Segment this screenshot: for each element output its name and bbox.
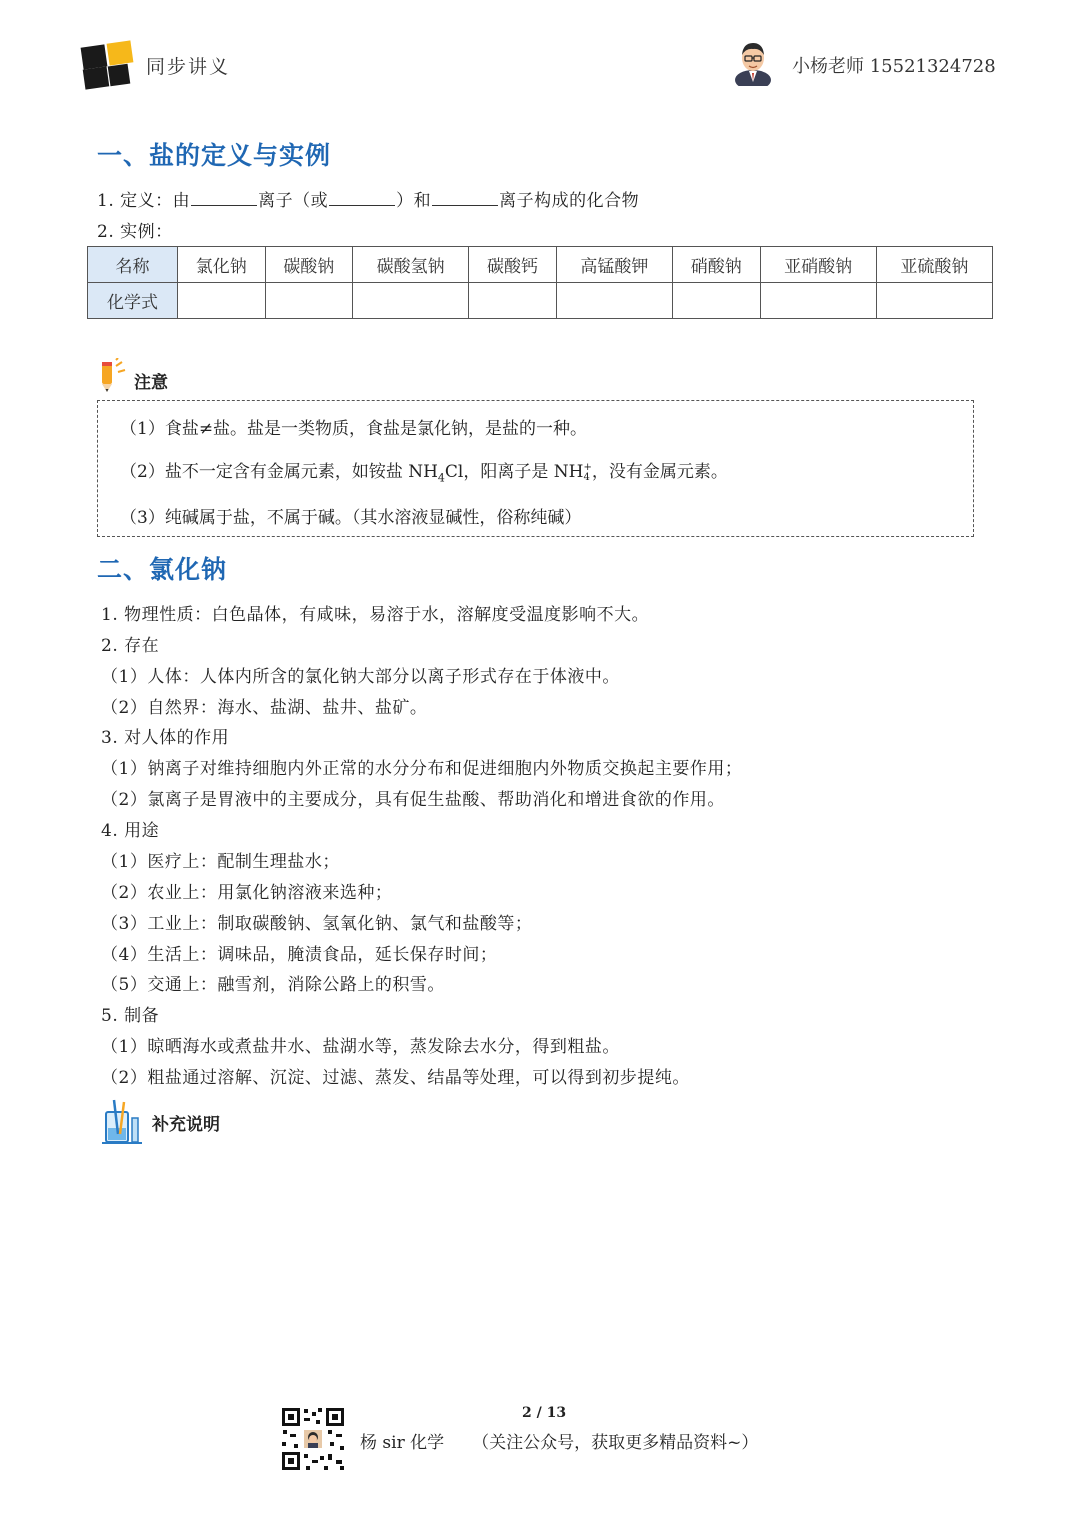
teacher-contact: 小杨老师 15521324728	[792, 56, 996, 77]
page-header	[0, 0, 1080, 110]
table-cell-name: 碳酸钙	[469, 247, 557, 283]
footer-text	[360, 1428, 758, 1453]
brand-name: 同步讲义	[146, 56, 231, 78]
table-header-name: 名称	[88, 247, 178, 283]
content-line: （2）粗盐通过溶解、沉淀、过滤、蒸发、结晶等处理，可以得到初步提纯。	[101, 1068, 690, 1088]
table-cell-name: 亚硝酸钠	[760, 247, 876, 283]
supplement-title: 补充说明	[152, 1115, 220, 1135]
table-header-formula: 化学式	[88, 283, 178, 319]
examples-label: 2. 实例：	[97, 222, 173, 242]
note-line-2-b: Cl，阳离子是 NH	[444, 462, 584, 482]
note-subscript-2: 4	[583, 471, 590, 483]
content-line: 3. 对人体的作用	[101, 728, 230, 748]
table-cell-formula	[876, 283, 992, 319]
definition-mid-1: 离子（或	[258, 191, 329, 211]
table-cell-name: 碳酸钠	[265, 247, 353, 283]
table-row-names	[88, 247, 993, 283]
table-cell-formula	[265, 283, 353, 319]
note-subscript: 4	[437, 471, 445, 485]
content-line: （2）氯离子是胃液中的主要成分，具有促生盐酸、帮助消化和增进食欲的作用。	[101, 790, 725, 810]
table-cell-formula	[178, 283, 266, 319]
table-cell-formula	[760, 283, 876, 319]
content-line: （2）农业上：用氯化钠溶液来选种；	[101, 883, 393, 903]
content-line: 2. 存在	[101, 636, 160, 656]
note-line-2-a: （2）盐不一定含有金属元素，如铵盐 NH	[120, 462, 438, 482]
content-line: （1）钠离子对维持细胞内外正常的水分分布和促进细胞内外物质交换起主要作用；	[101, 759, 743, 779]
note-line-1: （1）食盐≠盐。盐是一类物质，食盐是氯化钠，是盐的一种。	[120, 419, 588, 439]
note-superscript: +	[583, 461, 592, 473]
content-line: 1. 物理性质：白色晶体，有咸味，易溶于水，溶解度受温度影响不大。	[101, 605, 650, 625]
section-1-title: 一、盐的定义与实例	[97, 141, 332, 170]
table-cell-name: 高锰酸钾	[556, 247, 672, 283]
page-number: 2 / 13	[522, 1405, 567, 1421]
blank-1	[191, 205, 257, 206]
salt-table	[87, 246, 993, 319]
teacher-avatar-icon	[732, 38, 774, 86]
content-line: （4）生活上：调味品，腌渍食品，延长保存时间；	[101, 945, 498, 965]
content-line: （5）交通上：融雪剂，消除公路上的积雪。	[101, 975, 445, 995]
table-cell-formula	[353, 283, 469, 319]
blank-3	[432, 205, 498, 206]
note-line-2	[120, 457, 728, 484]
table-row-formulas	[88, 283, 993, 319]
table-cell-name: 硝酸钠	[673, 247, 761, 283]
content-line: （1）人体：人体内所含的氯化钠大部分以离子形式存在于体液中。	[101, 667, 620, 687]
table-cell-name: 碳酸氢钠	[353, 247, 469, 283]
pencil-note-icon	[96, 358, 128, 394]
table-cell-formula	[673, 283, 761, 319]
beaker-supplement-icon	[100, 1098, 144, 1146]
content-line: 5. 制备	[101, 1006, 160, 1026]
table-cell-name: 氯化钠	[178, 247, 266, 283]
definition-mid-2: ）和	[396, 191, 432, 211]
blank-2	[329, 205, 395, 206]
table-cell-formula	[556, 283, 672, 319]
section-2-title: 二、氯化钠	[97, 555, 228, 584]
account-name: 杨 sir 化学	[360, 1433, 445, 1453]
brand-logo-icon	[80, 40, 136, 90]
note-title: 注意	[134, 373, 168, 393]
table-cell-name: 亚硫酸钠	[876, 247, 992, 283]
definition-prefix: 1. 定义：由	[97, 191, 191, 211]
note-line-2-c: ，没有金属元素。	[591, 462, 728, 482]
content-line: （3）工业上：制取碳酸钠、氢氧化钠、氯气和盐酸等；	[101, 914, 533, 934]
footer-slogan: （关注公众号，获取更多精品资料~）	[472, 1433, 759, 1453]
definition-line	[97, 186, 639, 211]
content-line: （1）晾晒海水或煮盐井水、盐湖水等，蒸发除去水分，得到粗盐。	[101, 1037, 620, 1057]
content-line: 4. 用途	[101, 821, 160, 841]
table-cell-formula	[469, 283, 557, 319]
note-line-3: （3）纯碱属于盐，不属于碱。（其水溶液显碱性，俗称纯碱）	[120, 508, 582, 528]
qr-code-icon	[280, 1406, 346, 1472]
definition-suffix: 离子构成的化合物	[499, 191, 640, 211]
content-line: （1）医疗上：配制生理盐水；	[101, 852, 340, 872]
content-line: （2）自然界：海水、盐湖、盐井、盐矿。	[101, 698, 428, 718]
